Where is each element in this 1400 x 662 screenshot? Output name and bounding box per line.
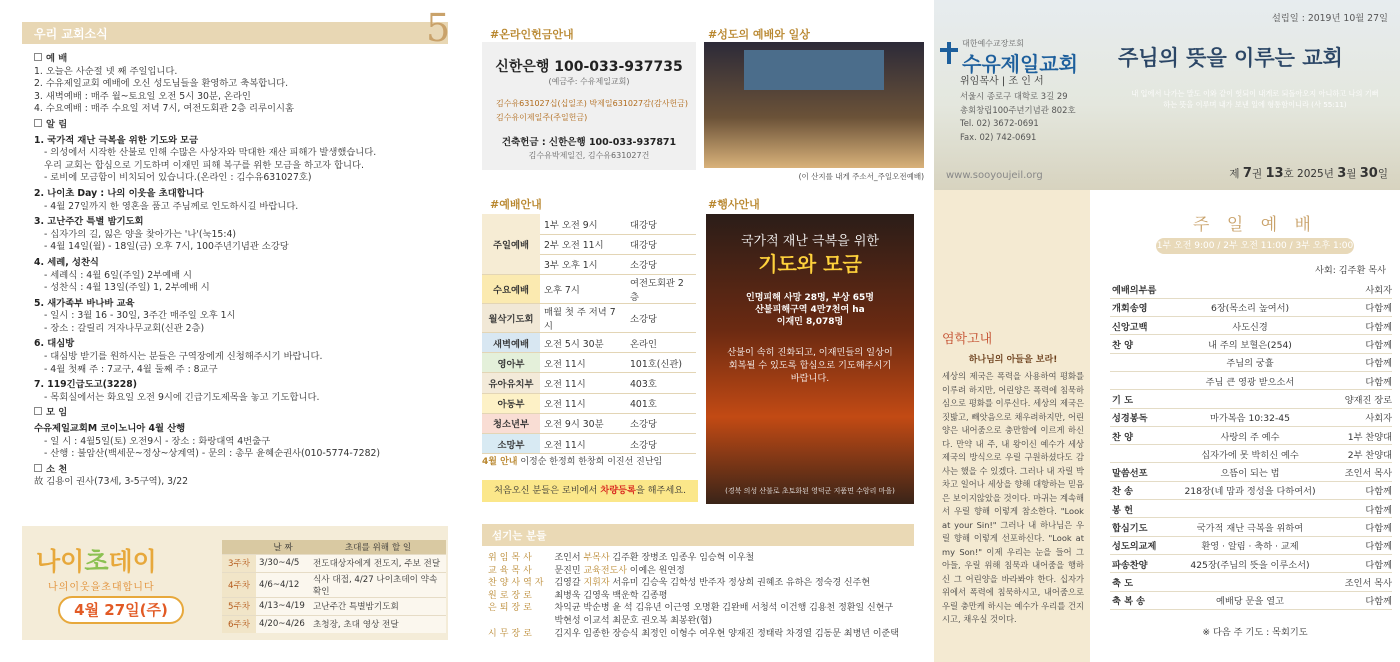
photo-label: #성도의 예배와 일상 (708, 28, 810, 41)
address-line: Fax. 02) 742-0691 (960, 131, 1037, 142)
order-of-worship (1110, 190, 1400, 662)
news-item: 故 김용이 권사(73세, 3-5구역), 3/22 (34, 476, 189, 488)
news-item: - 대심방 받기를 원하시는 분들은 구역장에게 신청해주시기 바랍니다. (44, 351, 323, 363)
worship-row: 3부 오후 1시 소강당 (482, 254, 696, 274)
news-item: - 산행 : 불암산(백세문~정상~상계역) - 문의 : 총무 윤혜순권사(010-5774-7282) (44, 448, 381, 460)
worship-row: 2부 오전 11시 대강당 (482, 234, 696, 254)
news-item: - 장소 : 갈릴리 겨자나무교회(신관 2층) (44, 322, 205, 334)
news-item: 5. 새가족부 바나바 교육 (34, 297, 135, 309)
poster-title: 기도와 모금 (758, 252, 862, 276)
worship-row: 주일예배 1부 오전 9시 대강당 (482, 214, 696, 234)
page-offering-worship (468, 0, 934, 662)
news-item: - 4월 14일(월) - 18일(금) 오후 7시, 100주년기념관 소강당 (44, 241, 289, 253)
sermon-label: 염학고내 (942, 332, 993, 347)
building-offering: 건축헌금 : 신한은행 100-033-937871 (501, 137, 677, 148)
poster-line-1: 국가적 재난 극복을 위한 (741, 234, 879, 249)
bank-line-1: 김수유631027십(십일조) 박제일631027감(감사헌금) (496, 99, 689, 108)
disaster-relief-poster (706, 214, 914, 504)
sermon-column (934, 190, 1090, 662)
page-church-news (0, 0, 468, 662)
page-cover (934, 0, 1400, 662)
order-row: 주님의 궁휼 다함께 (1110, 353, 1392, 371)
order-row: 개회송영 6장(목소리 높여서) 다함께 (1110, 298, 1392, 316)
server-row: 시무장로 김지우 임종한 장승식 최정인 이형수 여우현 양재진 정태락 차경열 김동문 최병년 이준택 (488, 628, 899, 639)
schedule-header-cell (222, 540, 256, 554)
order-row: 찬 송 218장(네 맘과 정성을 다하여서) 다함께 (1110, 481, 1392, 499)
issue-info: 제 7권 13호 2025년 3월 30일 (1229, 166, 1388, 181)
order-row: 축 도 조인서 목사 (1110, 573, 1392, 591)
cross-logo-icon (940, 42, 958, 64)
website: www.sooyoujeil.org (946, 170, 1043, 181)
checkbox-square-icon (34, 53, 42, 61)
poster-stats: 인명피해 사망 28명, 부상 65명 산불피해구역 4만7천여 ha 이재민 8,078명 (746, 293, 874, 327)
denomination: 대한예수교장로회 (962, 39, 1024, 48)
news-item: - 의성에서 시작한 산불로 인해 수많은 사상자와 막대한 재산 피해가 발생했습니다. (44, 147, 377, 159)
naecho-subtitle: 나의이웃을초대합니다 (48, 582, 155, 593)
order-row: 성경봉독 마가복음 10:32-45 사회자 (1110, 408, 1392, 426)
news-heading: 소 천 (34, 464, 444, 477)
photo-caption: (이 산지를 내게 주소서_주일오전예배) (798, 172, 924, 181)
order-row: 찬 양 사랑의 주 예수 1부 찬양대 (1110, 426, 1392, 444)
server-row: 원로장로 최병욱 김영욱 백운학 김종평 (488, 590, 668, 601)
news-item: - 로비에 모금함이 비치되어 있습니다.(온라인 : 김수유631027호) (44, 172, 312, 184)
church-name: 수유제일교회 (962, 52, 1078, 76)
news-item: 4. 수요예배 : 매주 수요일 저녁 7시, 여전도회관 2층 리루이시홈 (34, 103, 294, 115)
schedule-header-cell: 날 짜 (256, 540, 310, 554)
servers-bar (482, 524, 914, 546)
dept-notice: 4월 안내 이정순 한정희 한창희 이진선 진난임 (482, 457, 663, 467)
order-row: 찬 양 내 주의 보혈은(254) 다함께 (1110, 335, 1392, 353)
presider: 사회: 김주환 목사 (1314, 265, 1386, 276)
schedule-header-cell: 초대를 위해 할 일 (310, 540, 446, 554)
news-item: 6. 대심방 (34, 338, 75, 350)
worship-row: 아동부 오전 11시 401호 (482, 393, 696, 413)
order-row: 파송찬양 425장(주님의 뜻을 이루소서) 다함께 (1110, 554, 1392, 572)
church-address (960, 90, 1076, 144)
servers-table (488, 552, 899, 640)
order-row: 말씀선포 으뜸이 되는 법 조인서 목사 (1110, 463, 1392, 481)
stage-screen (744, 50, 884, 90)
order-row: 신앙고백 사도신경 다함께 (1110, 317, 1392, 335)
schedule-row: 4주차 4/6~4/12 식사 대접, 4/27 나이초데이 약속 확인 (222, 572, 446, 597)
order-row: 주님 큰 영광 받으소서 다함께 (1110, 371, 1392, 389)
news-heading: 모 임 (34, 407, 444, 420)
news-item: - 일 시 : 4월5일(토) 오전9시 - 장소 : 화랑대역 4번출구 (44, 435, 271, 447)
naecho-schedule-table (222, 540, 446, 633)
building-offering-names: 김수유박제일건, 김수유631027건 (528, 151, 650, 160)
order-row: 성도의교제 환영 · 알림 · 축하 · 교제 다함께 (1110, 536, 1392, 554)
worship-row: 청소년부 오전 9시 30분 소강당 (482, 413, 696, 433)
founding-date: 설립일 : 2019년 10월 27일 (1271, 13, 1388, 24)
next-week-prayer: ※ 다음 주 기도 : 목회기도 (1202, 627, 1308, 638)
bank-line-2: 김수유이제일주(주일헌금) (496, 113, 588, 122)
bank-info-box (482, 42, 696, 170)
worship-info-label: #예배안내 (490, 198, 542, 211)
poster-message: 산불이 속히 진화되고, 이재민들의 일상이 회복될 수 있도록 합심으로 기도해주시기 바랍니다. (727, 347, 893, 384)
event-info-label: #행사안내 (708, 198, 760, 211)
news-item: 2. 나이초 Day : 나의 이웃을 초대합니다 (34, 187, 204, 199)
schedule-row: 6주차 4/20~4/26 초청장, 초대 영상 전달 (222, 615, 446, 633)
checkbox-square-icon (34, 464, 42, 472)
bank-holder: (예금주: 수유제일교회) (548, 77, 630, 86)
order-row: 기 도 양재진 장로 (1110, 390, 1392, 408)
naecho-date: 4월 27일(주) (58, 596, 184, 624)
schedule-row: 5주차 4/13~4/19 고난주간 특별밤기도회 (222, 597, 446, 615)
worship-schedule-table (482, 214, 696, 454)
schedule-row: 3주차 3/30~4/5 전도대상자에게 전도지, 주보 전달 (222, 554, 446, 572)
news-heading: 예 배 (34, 53, 444, 66)
page-number: 5 (426, 6, 451, 50)
order-row: 합심기도 국가적 재난 극복을 위하여 다함께 (1110, 518, 1392, 536)
order-row: 십자가에 못 박히신 예수 2부 찬양대 (1110, 445, 1392, 463)
service-times: 1부 오전 9:00 / 2부 오전 11:00 / 3부 오후 1:00 (1156, 238, 1354, 254)
worship-row: 수요예배 오후 7시 여전도회관 2층 (482, 275, 696, 304)
worship-row: 새벽예배 오전 5시 30분 온라인 (482, 333, 696, 353)
news-item: - 일시 : 3월 16 - 30일, 3주간 매주일 오후 1시 (44, 310, 236, 322)
section-bar-church-news (22, 22, 448, 44)
worship-row: 월삭기도회 매월 첫 주 저녁 7시 소강당 (482, 304, 696, 333)
news-item: - 4월 27일까지 한 영혼을 품고 주님께로 인도하시길 바랍니다. (44, 200, 299, 212)
sermon-body: 세상의 제국은 폭력을 사용하여 평화를 이루려 하지만, 어린양은 폭력에 침묵하심으로 평화를 이루신다. 세상의 제국은 짓밟고, 빼앗음으로 채우려하지만, 어린양은 내어줌으로 충만함에 이르게 하신다. 만약 내 주, 내 왕이신 예수가 세상 제국의 방식으로 우릴 구원하셨다도 감사는 했을 수 있겠다. 그러나 내 자릴 박차고 일어나 세상을 향해 대항하는 믿음은 보이지않았을 것이다. 마귀는 계속해서 우릴 향해 이렇게 참소한다. "Look at your Sin!" 그러나 내 하나님은 우릴 향해 이렇게 선포하신다. "Look at my Son!" 이제 우리는 눈을 들어 그 아들, 우릴 위해 침묵과 내어줌을 행하신 그 어린양을 바라봐야 한다. 십자가 위에서 폭력에 침묵하시고, 내어줌으로 우릴 충만케 하시는 예수가 우리를 건지시고, 채우실 것이다. (942, 371, 1084, 624)
senior-pastor: 위임목사 | 조 인 서 (960, 76, 1044, 87)
address-line: 서울시 종로구 대학로 3길 29 (960, 91, 1068, 101)
news-item: 4. 세례, 성찬식 (34, 256, 99, 268)
poster-caption: (경북 의성 산불로 초토화된 영덕군 지품면 수암리 마을) (725, 487, 895, 495)
news-item: - 성찬식 : 4월 13일(주일) 1, 2부예배 시 (44, 282, 210, 294)
church-news-list (34, 50, 444, 489)
news-item: 7. 119긴급도고(3228) (34, 379, 137, 391)
news-item: - 목회실에서는 화요일 오전 9시에 긴급기도제목을 놓고 기도합니다. (44, 391, 320, 403)
servers-title: 섬기는 분들 (492, 530, 547, 542)
bank-account: 신한은행 100-033-937735 (495, 59, 683, 75)
cover-header (934, 0, 1400, 190)
server-row: 교육목사 문진민 교육전도사 이예은 원연정 (488, 565, 685, 576)
news-item: 1. 오늘은 사순절 넷 째 주일입니다. (34, 65, 178, 77)
church-theme: 주님의 뜻을 이루는 교회 (1118, 46, 1343, 70)
order-table (1110, 280, 1392, 610)
theme-verse: 내 입에서 나가는 말도 이와 같이 헛되이 내게로 되돌아오지 아니하고 나의 기뻐하는 뜻을 이루며 내가 보낸 일에 형통함이니라 (사 55:11) (1131, 89, 1379, 109)
worship-row: 소망부 오전 11시 소강당 (482, 434, 696, 454)
server-row: 위임목사 조인서 부목사 김주환 장병조 임종우 임승혁 이우철 (488, 553, 755, 563)
news-heading: 알 림 (34, 119, 444, 132)
section-title: 우리 교회소식 (34, 27, 108, 41)
online-offering-label: #온라인헌금안내 (490, 28, 574, 41)
worship-row: 유아유치부 오전 11시 403호 (482, 373, 696, 393)
order-title: 주 일 예 배 (1193, 215, 1317, 235)
worship-photo (704, 42, 924, 168)
news-item: - 세례식 : 4월 6일(주일) 2부예배 시 (44, 269, 193, 281)
order-row: 예배의부름 사회자 (1110, 280, 1392, 298)
checkbox-square-icon (34, 119, 42, 127)
news-item: 2. 수유제일교회 예배에 오신 성도님들을 환영하고 축복합니다. (34, 78, 289, 90)
server-row: 찬양사역자 김영갈 지휘자 서유미 김승욱 김학성 반주자 정상희 권혜조 유하은 정숙경 신주현 (488, 578, 871, 589)
checkbox-square-icon (34, 407, 42, 415)
naecho-logo: 나이초데이 (36, 547, 157, 576)
news-item: - 십자가의 길, 잃은 양을 찾아가는 '나'(눅15:4) (44, 228, 236, 240)
order-row: 봉 헌 다함께 (1110, 500, 1392, 518)
visitor-notice: 처음오신 분들은 로비에서 차량등록을 해주세요. (482, 480, 698, 502)
server-row: 은퇴장로 차익균 박순병 윤 석 김유년 이근영 오명환 김완배 서청석 이건행 김용천 정환일 신현구 박현성 이교석 최문호 권오복 최봉완(협) (488, 603, 894, 626)
news-item: 수유제일교회M 코이노니아 4월 산행 (34, 423, 186, 435)
worship-row: 영아부 오전 11시 101호(신관) (482, 353, 696, 373)
news-item: 3. 새벽예배 : 매주 월~토요일 오전 5시 30분, 온라인 (34, 90, 251, 102)
news-item: 3. 고난주간 특별 밤기도회 (34, 216, 144, 228)
news-item: 우리 교회는 합심으로 기도하며 이재민 피해 복구를 위한 모금을 하고자 합니다. (44, 159, 364, 171)
news-item: - 4월 첫째 주 : 7교구, 4월 둘째 주 : 8교구 (44, 363, 218, 375)
address-line: 총회창립100주년기념관 802호 (960, 104, 1076, 115)
address-line: Tel. 02) 3672-0691 (960, 118, 1039, 128)
naecho-day-box (22, 526, 448, 640)
news-item: 1. 국가적 재난 극복을 위한 기도와 모금 (34, 134, 199, 146)
sermon-title: 하나님의 아들을 보라! (968, 355, 1058, 365)
order-row: 축 복 송 예배당 문을 열고 다함께 (1110, 591, 1392, 609)
